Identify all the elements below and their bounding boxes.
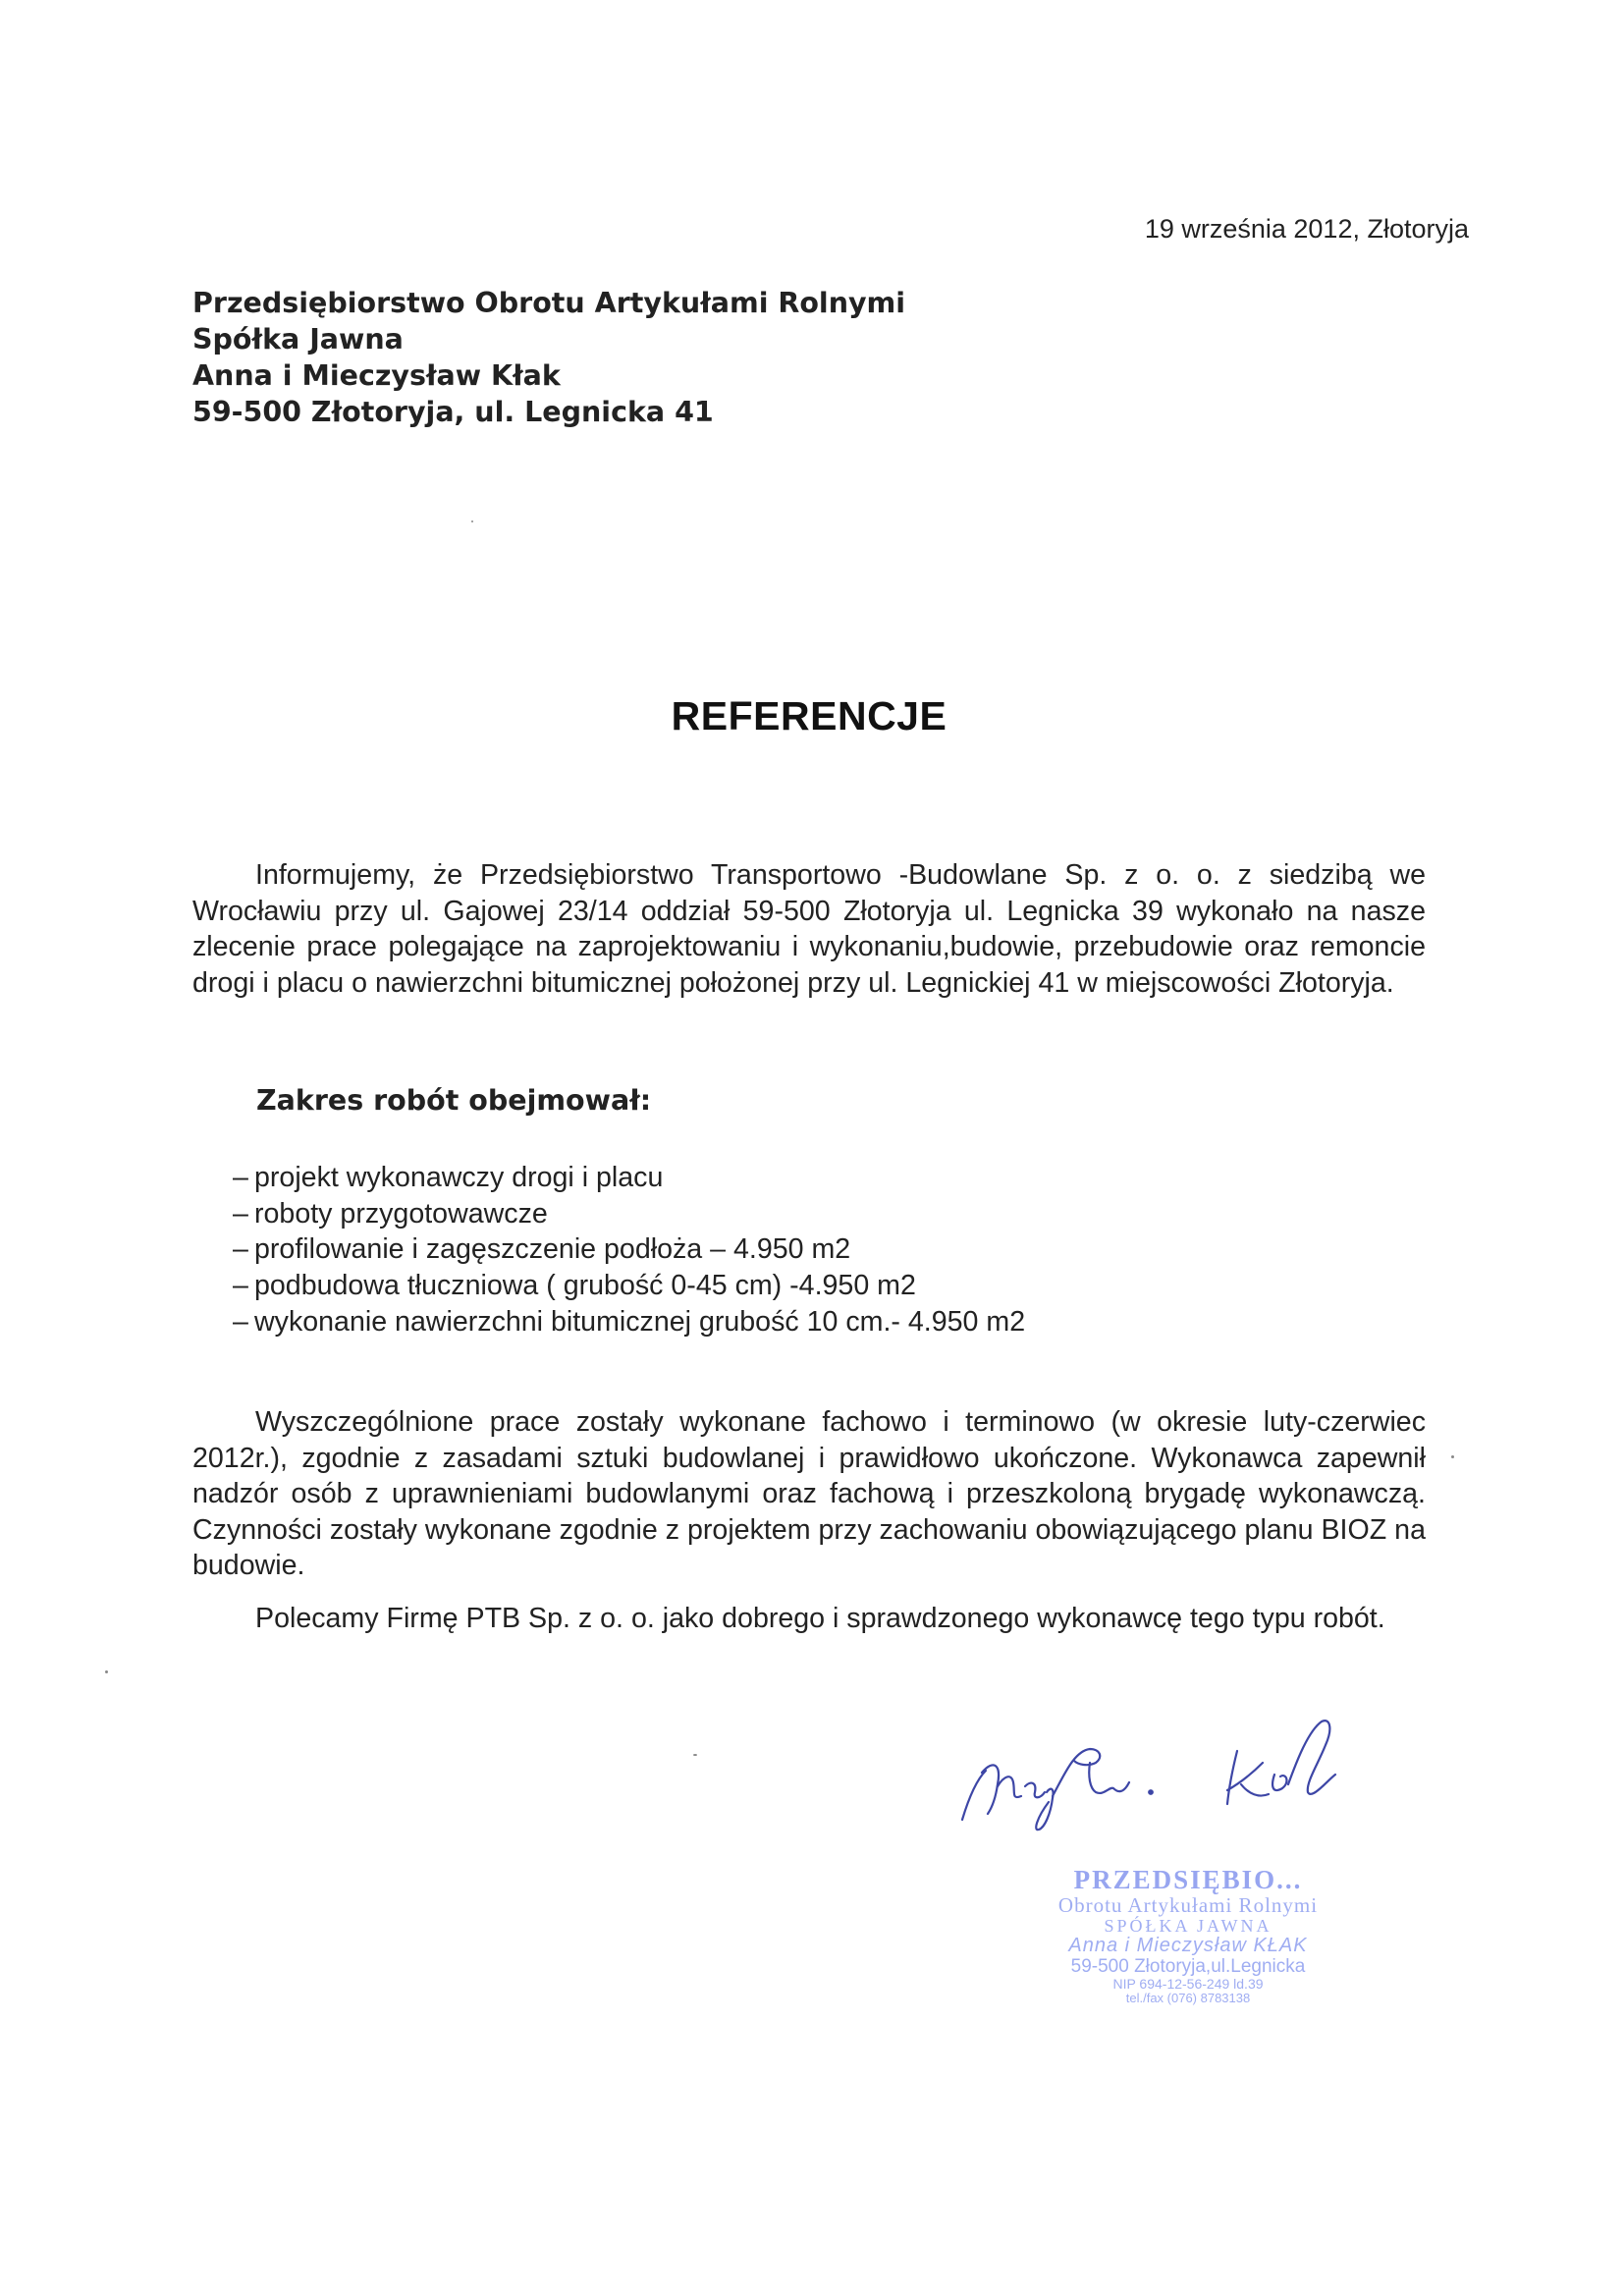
scan-speck xyxy=(471,520,473,522)
scan-speck xyxy=(693,1754,697,1756)
list-item: – projekt wykonawczy drogi i placu xyxy=(233,1162,664,1193)
list-item-text: roboty przygotowawcze xyxy=(254,1197,548,1230)
list-item-text: wykonanie nawierzchni bitumicznej grubość 10 cm.- 4.950 m2 xyxy=(254,1305,1026,1338)
company-stamp xyxy=(982,1866,1394,2006)
intro-paragraph: Informujemy, że Przedsiębiorstwo Transportowo -Budowlane Sp. z o. o. z siedzibą we Wrocławiu przy ul. Gajowej 23/14 oddział 59-500 Złotoryja ul. Legnicka 39 wykonało na nasze zlecenie prace polegające na zaprojektowaniu i wykonaniu,budowie, przebudowie oraz remoncie drogi i placu o nawierzchni bitumicznej położonej przy ul. Legnickiej 41 w miejscowości Złotoryja. xyxy=(192,859,1426,999)
stamp-line: Anna i Mieczysław KŁAK xyxy=(1068,1935,1308,1957)
stamp-line: tel./fax (076) 8783138 xyxy=(1125,1991,1251,2006)
summary-paragraph: Wyszczególnione prace zostały wykonane fachowo i terminowo (w okresie luty-czerwiec 2012r.), zgodnie z zasadami sztuki budowlanej i prawidłowo ukończone. Wykonawca zapewnił nadzór osób z uprawnieniami budowlanymi oraz fachową i przeszkoloną brygadę wykonawczą. Czynności zostały wykonane zgodnie z projektem przy zachowaniu obowiązującego planu BIOZ na budowie. xyxy=(192,1406,1426,1581)
sender-address xyxy=(192,285,905,430)
list-item-text: projekt wykonawczy drogi i placu xyxy=(254,1162,664,1193)
list-item-text: profilowanie i zagęszczenie podłoża – 4.950 m2 xyxy=(254,1233,851,1266)
stamp-line: Obrotu Artykułami Rolnymi xyxy=(1057,1893,1319,1918)
handwritten-signature xyxy=(943,1704,1414,1836)
sender-line: Przedsiębiorstwo Obrotu Artykułami Rolnymi xyxy=(192,287,906,319)
document-title-text: REFERENCJE xyxy=(671,693,947,738)
list-item: – roboty przygotowawcze xyxy=(233,1197,548,1230)
list-item-text: podbudowa tłuczniowa ( grubość 0-45 cm) -4.950 m2 xyxy=(254,1270,916,1302)
letter-date: 19 września 2012, Złotoryja xyxy=(1144,214,1469,244)
scope-list xyxy=(233,1160,1025,1340)
sender-line: Anna i Mieczysław Kłak xyxy=(192,359,561,392)
sender-line: 59-500 Złotoryja, ul. Legnicka 41 xyxy=(192,396,714,428)
scan-speck xyxy=(105,1670,108,1673)
stamp-line: SPÓŁKA JAWNA xyxy=(1104,1915,1272,1936)
list-item: – profilowanie i zagęszczenie podłoża – 4.950 m2 xyxy=(233,1233,851,1266)
stamp-line: PRZEDSIĘBIO... xyxy=(1073,1865,1303,1894)
list-item: – wykonanie nawierzchni bitumicznej grubość 10 cm.- 4.950 m2 xyxy=(233,1305,1026,1338)
stamp-line: 59-500 Złotoryja,ul.Legnicka xyxy=(1070,1955,1306,1977)
scan-speck xyxy=(1451,1455,1454,1458)
scope-title: Zakres robót obejmował: xyxy=(256,1084,652,1117)
list-item: – podbudowa tłuczniowa ( grubość 0-45 cm) -4.950 m2 xyxy=(233,1270,916,1302)
stamp-line: NIP 694-12-56-249 ld.39 xyxy=(1112,1976,1264,1993)
recommendation-paragraph: Polecamy Firmę PTB Sp. z o. o. jako dobrego i sprawdzonego wykonawcę tego typu robót. xyxy=(255,1603,1385,1634)
sender-line: Spółka Jawna xyxy=(192,323,404,355)
document-title xyxy=(0,693,1624,739)
